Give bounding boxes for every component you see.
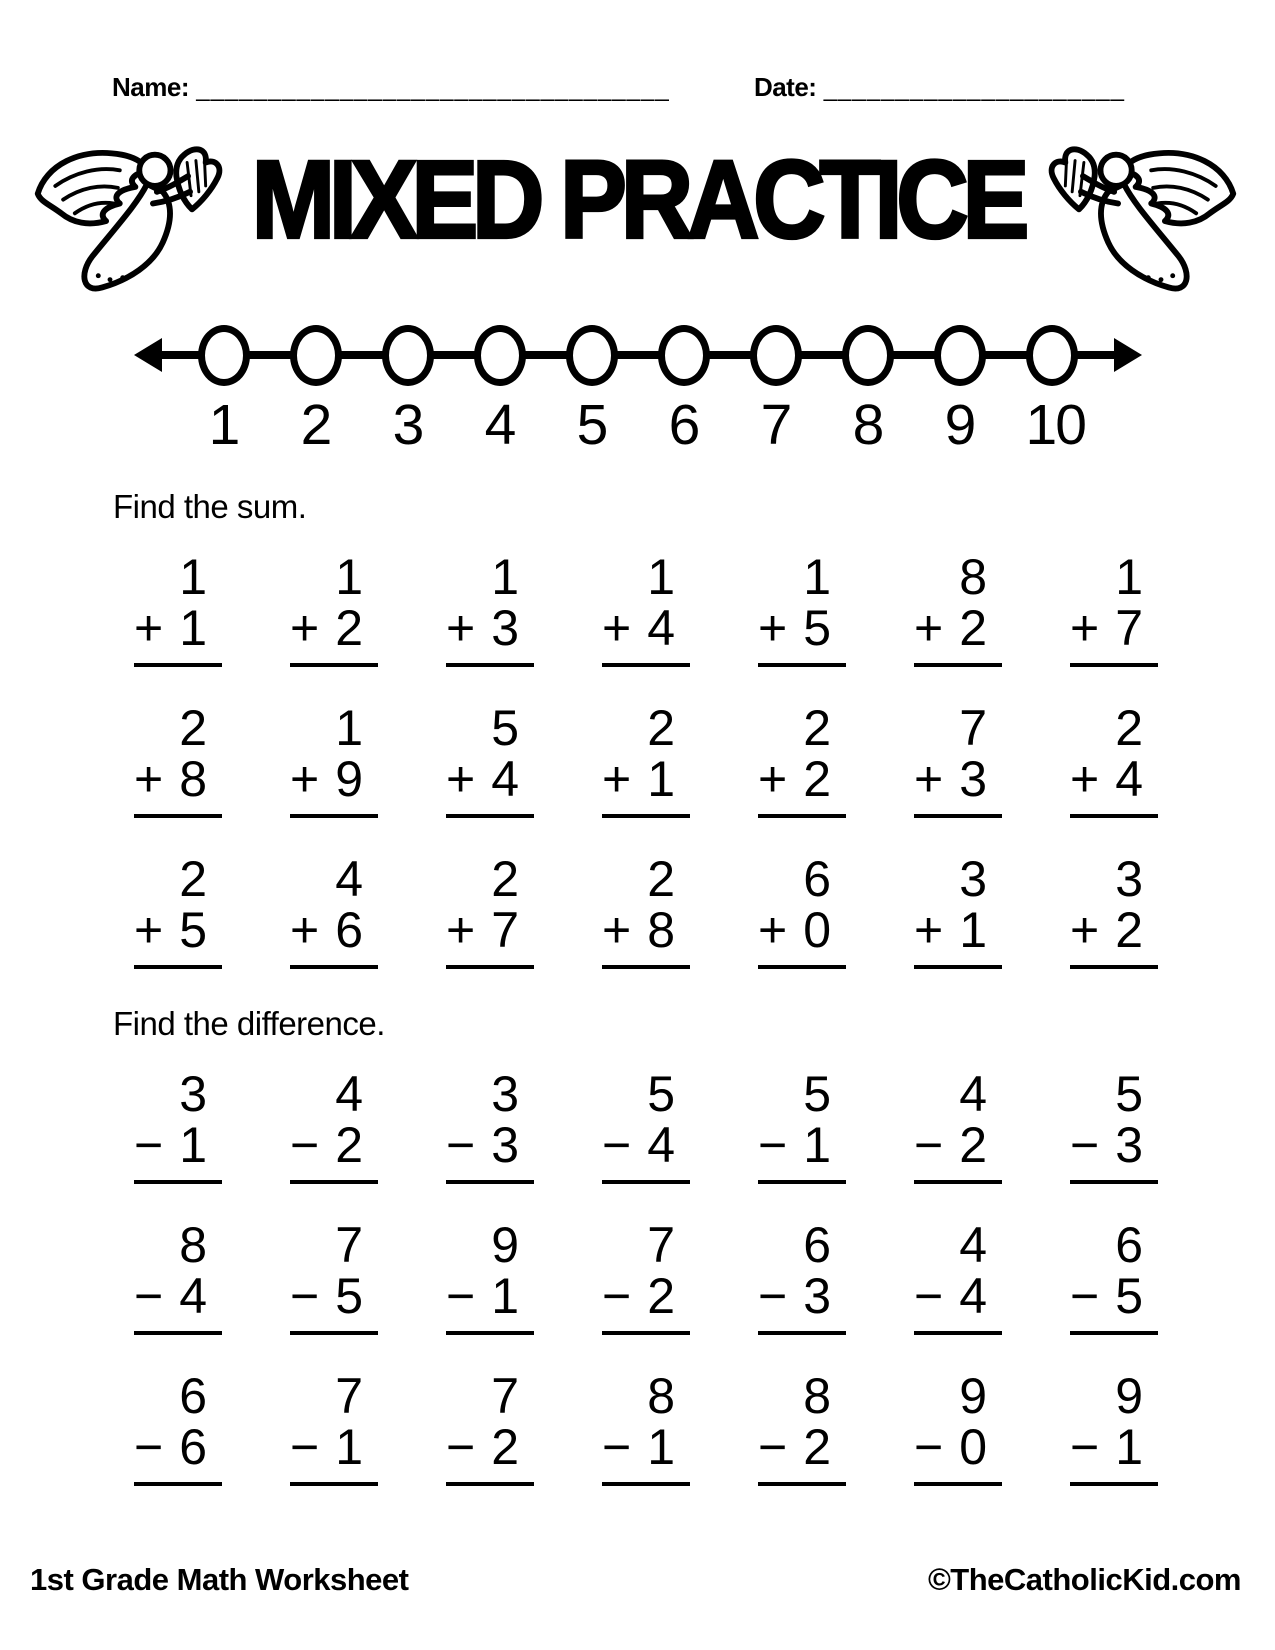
- math-problem: [446, 1368, 534, 1486]
- problem-operator: +: [914, 751, 944, 807]
- problem-top-number: 1: [335, 700, 363, 756]
- problem-answer-line: [1070, 751, 1158, 818]
- problem-answer-line: [914, 1117, 1002, 1184]
- problem-row: [100, 1066, 1275, 1184]
- problem-top-number: 6: [179, 1368, 207, 1424]
- problem-bottom-number: 1: [803, 1117, 831, 1173]
- math-problem: [758, 700, 846, 818]
- problem-operator: −: [914, 1419, 944, 1475]
- problem-top-number: 6: [803, 1217, 831, 1273]
- difference-problems: [0, 1066, 1275, 1486]
- math-problem: [290, 1368, 378, 1486]
- problem-top-number: 2: [179, 851, 207, 907]
- number-line-circle: [934, 325, 986, 386]
- problem-answer-line: [290, 1117, 378, 1184]
- problem-top-number: 4: [335, 1066, 363, 1122]
- problem-answer-line: [1070, 1419, 1158, 1486]
- problem-top-number: 2: [647, 851, 675, 907]
- problem-top-number: 6: [1115, 1217, 1143, 1273]
- problem-row: [100, 1217, 1275, 1335]
- problem-top-number: 5: [1115, 1066, 1143, 1122]
- problem-bottom-number: 4: [647, 1117, 675, 1173]
- problem-operator: +: [1070, 902, 1100, 958]
- math-problem: [290, 1217, 378, 1335]
- problem-operator: +: [602, 600, 632, 656]
- math-problem: [602, 1368, 690, 1486]
- problem-answer-line: [914, 1268, 1002, 1335]
- problem-top-number: 5: [647, 1066, 675, 1122]
- number-line-label: 1: [208, 393, 239, 457]
- problem-operator: +: [446, 902, 476, 958]
- problem-operator: −: [1070, 1419, 1100, 1475]
- math-problem: [446, 549, 534, 667]
- math-problem: [446, 1066, 534, 1184]
- number-line-circle: [842, 325, 894, 386]
- problem-operator: +: [134, 751, 164, 807]
- problem-answer-line: [758, 902, 846, 969]
- problem-operator: −: [1070, 1117, 1100, 1173]
- math-problem: [758, 851, 846, 969]
- problem-answer-line: [446, 1268, 534, 1335]
- problem-top-number: 9: [1115, 1368, 1143, 1424]
- math-problem: [758, 1066, 846, 1184]
- problem-top-number: 9: [491, 1217, 519, 1273]
- number-line-label: 7: [760, 393, 791, 457]
- title-banner: [0, 125, 1275, 323]
- problem-top-number: 3: [1115, 851, 1143, 907]
- problem-bottom-number: 2: [1115, 902, 1143, 958]
- number-line-circle: [566, 325, 618, 386]
- problem-answer-line: [758, 600, 846, 667]
- number-line-label: 10: [1025, 393, 1085, 457]
- math-problem: [1070, 1217, 1158, 1335]
- problem-top-number: 2: [647, 700, 675, 756]
- number-line-label: 4: [484, 393, 515, 457]
- problem-bottom-number: 3: [491, 600, 519, 656]
- problem-top-number: 7: [959, 700, 987, 756]
- problem-bottom-number: 2: [647, 1268, 675, 1324]
- math-problem: [914, 1368, 1002, 1486]
- problem-top-number: 8: [803, 1368, 831, 1424]
- section-find-the-sum: [0, 488, 1275, 969]
- problem-operator: +: [602, 902, 632, 958]
- problem-operator: −: [446, 1268, 476, 1324]
- footer: [30, 1562, 1241, 1598]
- problem-bottom-number: 6: [335, 902, 363, 958]
- math-problem: [914, 700, 1002, 818]
- math-problem: [914, 851, 1002, 969]
- problem-answer-line: [134, 600, 222, 667]
- problem-top-number: 4: [335, 851, 363, 907]
- problem-operator: +: [914, 600, 944, 656]
- problem-answer-line: [758, 1268, 846, 1335]
- problem-operator: −: [602, 1117, 632, 1173]
- date-label: Date:: [753, 72, 817, 102]
- number-line-circles: [198, 323, 1078, 387]
- date-field: [754, 72, 1125, 103]
- math-problem: [134, 1217, 222, 1335]
- name-field: [112, 72, 670, 103]
- problem-operator: +: [134, 600, 164, 656]
- problem-answer-line: [602, 902, 690, 969]
- problem-top-number: 2: [179, 700, 207, 756]
- math-problem: [290, 1066, 378, 1184]
- problem-top-number: 4: [959, 1217, 987, 1273]
- arrow-left-icon: [134, 338, 162, 372]
- problem-bottom-number: 4: [647, 600, 675, 656]
- problem-top-number: 5: [803, 1066, 831, 1122]
- problem-operator: −: [446, 1117, 476, 1173]
- problem-bottom-number: 2: [335, 600, 363, 656]
- problem-bottom-number: 4: [179, 1268, 207, 1324]
- problem-top-number: 3: [491, 1066, 519, 1122]
- number-line-numbers: [198, 393, 1085, 457]
- problem-answer-line: [446, 751, 534, 818]
- problem-answer-line: [134, 751, 222, 818]
- problem-answer-line: [290, 902, 378, 969]
- math-problem: [914, 1217, 1002, 1335]
- footer-grade-text: 1st Grade Math Worksheet: [30, 1562, 409, 1597]
- problem-top-number: 1: [179, 549, 207, 605]
- problem-bottom-number: 1: [647, 1419, 675, 1475]
- math-problem: [602, 1217, 690, 1335]
- math-problem: [602, 851, 690, 969]
- problem-answer-line: [134, 902, 222, 969]
- name-blank-line: _________________________________: [196, 75, 670, 102]
- problem-top-number: 3: [959, 851, 987, 907]
- math-problem: [1070, 1066, 1158, 1184]
- instruction-find-the-sum: Find the sum.: [113, 488, 307, 525]
- problem-answer-line: [446, 600, 534, 667]
- problem-answer-line: [1070, 902, 1158, 969]
- problem-bottom-number: 1: [1115, 1419, 1143, 1475]
- problem-operator: −: [914, 1117, 944, 1173]
- problem-operator: +: [290, 600, 320, 656]
- problem-bottom-number: 7: [1115, 600, 1143, 656]
- problem-operator: +: [758, 600, 788, 656]
- problem-answer-line: [914, 600, 1002, 667]
- problem-top-number: 7: [335, 1217, 363, 1273]
- problem-bottom-number: 8: [647, 902, 675, 958]
- problem-top-number: 1: [803, 549, 831, 605]
- number-line-label: 5: [576, 393, 607, 457]
- problem-operator: −: [602, 1419, 632, 1475]
- problem-operator: +: [290, 751, 320, 807]
- problem-answer-line: [602, 751, 690, 818]
- problem-answer-line: [446, 1419, 534, 1486]
- problem-bottom-number: 1: [179, 600, 207, 656]
- section-find-the-difference: [0, 1005, 1275, 1486]
- problem-bottom-number: 0: [803, 902, 831, 958]
- problem-bottom-number: 5: [803, 600, 831, 656]
- math-problem: [1070, 851, 1158, 969]
- math-problem: [602, 1066, 690, 1184]
- problem-top-number: 7: [335, 1368, 363, 1424]
- arrow-right-icon: [1114, 338, 1142, 372]
- problem-operator: −: [446, 1419, 476, 1475]
- problem-operator: −: [290, 1117, 320, 1173]
- problem-bottom-number: 2: [803, 751, 831, 807]
- problem-bottom-number: 6: [179, 1419, 207, 1475]
- math-problem: [446, 700, 534, 818]
- math-problem: [134, 851, 222, 969]
- number-line-label: 2: [300, 393, 331, 457]
- problem-answer-line: [914, 1419, 1002, 1486]
- number-line-circle: [658, 325, 710, 386]
- problem-operator: −: [758, 1268, 788, 1324]
- problem-row: [100, 549, 1275, 667]
- problem-top-number: 2: [803, 700, 831, 756]
- page-title: MIXED PRACTICE: [251, 138, 1024, 262]
- problem-answer-line: [1070, 600, 1158, 667]
- problem-bottom-number: 1: [491, 1268, 519, 1324]
- problem-answer-line: [446, 902, 534, 969]
- problem-answer-line: [290, 1268, 378, 1335]
- math-problem: [758, 1368, 846, 1486]
- problem-top-number: 7: [491, 1368, 519, 1424]
- problem-operator: +: [914, 902, 944, 958]
- problem-answer-line: [758, 1419, 846, 1486]
- problem-bottom-number: 4: [491, 751, 519, 807]
- problem-operator: +: [134, 902, 164, 958]
- problem-operator: +: [602, 751, 632, 807]
- problem-operator: −: [1070, 1268, 1100, 1324]
- problem-top-number: 7: [647, 1217, 675, 1273]
- math-problem: [290, 851, 378, 969]
- problem-row: [100, 1368, 1275, 1486]
- problem-operator: +: [1070, 600, 1100, 656]
- number-line-circle: [1026, 325, 1078, 386]
- problem-answer-line: [602, 1117, 690, 1184]
- problem-bottom-number: 3: [491, 1117, 519, 1173]
- problem-top-number: 1: [335, 549, 363, 605]
- number-line: [198, 323, 1085, 457]
- problem-bottom-number: 1: [335, 1419, 363, 1475]
- problem-bottom-number: 1: [959, 902, 987, 958]
- problem-top-number: 1: [1115, 549, 1143, 605]
- date-blank-line: _____________________: [823, 75, 1125, 102]
- problem-top-number: 1: [491, 549, 519, 605]
- math-problem: [134, 1368, 222, 1486]
- problem-operator: +: [1070, 751, 1100, 807]
- problem-operator: +: [290, 902, 320, 958]
- problem-bottom-number: 2: [491, 1419, 519, 1475]
- math-problem: [446, 851, 534, 969]
- number-line-label: 8: [852, 393, 883, 457]
- problem-bottom-number: 3: [803, 1268, 831, 1324]
- problem-bottom-number: 1: [179, 1117, 207, 1173]
- problem-operator: −: [914, 1268, 944, 1324]
- problem-top-number: 1: [647, 549, 675, 605]
- math-problem: [446, 1217, 534, 1335]
- problem-operator: −: [758, 1419, 788, 1475]
- problem-answer-line: [758, 1117, 846, 1184]
- problem-row: [100, 700, 1275, 818]
- name-label: Name:: [112, 72, 189, 102]
- math-problem: [290, 700, 378, 818]
- problem-bottom-number: 8: [179, 751, 207, 807]
- problem-top-number: 3: [179, 1066, 207, 1122]
- problem-top-number: 8: [959, 549, 987, 605]
- number-line-circle: [474, 325, 526, 386]
- math-problem: [290, 549, 378, 667]
- problem-row: [100, 851, 1275, 969]
- problem-operator: −: [758, 1117, 788, 1173]
- problem-bottom-number: 1: [647, 751, 675, 807]
- problem-bottom-number: 9: [335, 751, 363, 807]
- footer-copyright-text: ©TheCatholicKid.com: [927, 1562, 1241, 1597]
- problem-top-number: 9: [959, 1368, 987, 1424]
- math-problem: [134, 549, 222, 667]
- math-problem: [758, 1217, 846, 1335]
- angel-harp-icon: [1038, 131, 1243, 322]
- problem-operator: +: [446, 600, 476, 656]
- problem-operator: −: [134, 1117, 164, 1173]
- problem-bottom-number: 4: [1115, 751, 1143, 807]
- problem-answer-line: [290, 751, 378, 818]
- problem-top-number: 8: [647, 1368, 675, 1424]
- problem-bottom-number: 7: [491, 902, 519, 958]
- math-problem: [134, 1066, 222, 1184]
- problem-top-number: 6: [803, 851, 831, 907]
- math-problem: [602, 700, 690, 818]
- header: [112, 72, 1125, 103]
- number-line-label: 9: [944, 393, 975, 457]
- problem-answer-line: [134, 1117, 222, 1184]
- problem-operator: +: [758, 751, 788, 807]
- number-line-label: 6: [668, 393, 699, 457]
- number-line-circle: [750, 325, 802, 386]
- problem-answer-line: [134, 1419, 222, 1486]
- problem-answer-line: [758, 751, 846, 818]
- problem-bottom-number: 3: [959, 751, 987, 807]
- problem-bottom-number: 5: [335, 1268, 363, 1324]
- problem-operator: −: [134, 1419, 164, 1475]
- instruction-find-the-difference: Find the difference.: [113, 1005, 385, 1042]
- problem-bottom-number: 5: [1115, 1268, 1143, 1324]
- math-problem: [602, 549, 690, 667]
- problem-top-number: 5: [491, 700, 519, 756]
- problem-answer-line: [446, 1117, 534, 1184]
- problem-operator: −: [290, 1419, 320, 1475]
- problem-bottom-number: 2: [959, 600, 987, 656]
- number-line-label: 3: [392, 393, 423, 457]
- problem-answer-line: [914, 751, 1002, 818]
- math-problem: [1070, 700, 1158, 818]
- problem-operator: −: [602, 1268, 632, 1324]
- problem-bottom-number: 2: [959, 1117, 987, 1173]
- math-problem: [758, 549, 846, 667]
- problem-top-number: 8: [179, 1217, 207, 1273]
- math-problem: [1070, 1368, 1158, 1486]
- problem-top-number: 4: [959, 1066, 987, 1122]
- math-problem: [914, 1066, 1002, 1184]
- problem-bottom-number: 3: [1115, 1117, 1143, 1173]
- problem-bottom-number: 2: [335, 1117, 363, 1173]
- problem-bottom-number: 5: [179, 902, 207, 958]
- problem-bottom-number: 2: [803, 1419, 831, 1475]
- problem-answer-line: [1070, 1268, 1158, 1335]
- problem-operator: +: [758, 902, 788, 958]
- problem-answer-line: [602, 1419, 690, 1486]
- math-problem: [914, 549, 1002, 667]
- problem-answer-line: [290, 600, 378, 667]
- problem-operator: +: [446, 751, 476, 807]
- problem-answer-line: [602, 600, 690, 667]
- number-line-circle: [382, 325, 434, 386]
- problem-answer-line: [914, 902, 1002, 969]
- problem-operator: −: [134, 1268, 164, 1324]
- math-problem: [134, 700, 222, 818]
- problem-bottom-number: 4: [959, 1268, 987, 1324]
- problem-top-number: 2: [491, 851, 519, 907]
- problem-answer-line: [1070, 1117, 1158, 1184]
- problem-answer-line: [602, 1268, 690, 1335]
- problem-answer-line: [290, 1419, 378, 1486]
- number-line-circle: [198, 325, 250, 386]
- sum-problems: [0, 549, 1275, 969]
- problem-bottom-number: 0: [959, 1419, 987, 1475]
- problem-operator: −: [290, 1268, 320, 1324]
- problem-answer-line: [134, 1268, 222, 1335]
- math-problem: [1070, 549, 1158, 667]
- number-line-circle: [290, 325, 342, 386]
- problem-top-number: 2: [1115, 700, 1143, 756]
